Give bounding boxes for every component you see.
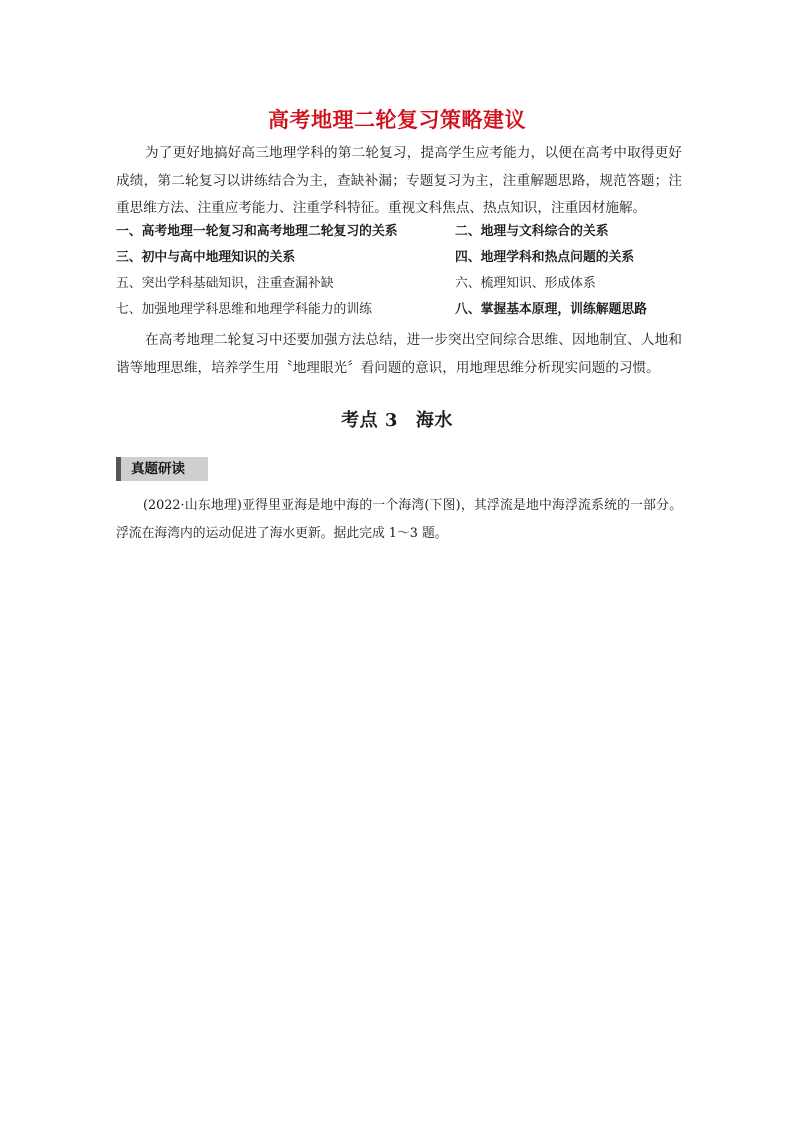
strategy-row [116, 245, 682, 271]
strategy-list [116, 219, 682, 323]
summary-paragraph: 在高考地理二轮复习中还要加强方法总结，进一步突出空间综合思维、因地制宜、人地和谐等地理思维，培养学生用〝地理眼光〞看问题的意识，用地理思维分析现实问题的习惯。 [116, 332, 682, 376]
document-title: 高考地理二轮复习策略建议 [268, 108, 526, 132]
section-label: 考点 3 [341, 410, 398, 431]
section-name: 海水 [415, 410, 453, 431]
strategy-item: 六、梳理知识、形成体系 [455, 276, 596, 291]
question-stem: (2022·山东地理)亚得里亚海是地中海的一个海湾(下图)，其浮流是地中海浮流系统的一部分。浮流在海湾内的运动促进了海水更新。据此完成 1～3 题。 [116, 498, 682, 541]
banner-accent-bar [116, 457, 121, 481]
strategy-row [116, 297, 682, 323]
strategy-item: 四、地理学科和热点问题的关系 [455, 250, 635, 265]
strategy-item: 八、掌握基本原理，训练解题思路 [455, 302, 647, 317]
strategy-item: 一、高考地理一轮复习和高考地理二轮复习的关系 [116, 224, 398, 239]
strategy-item: 五、突出学科基础知识，注重查漏补缺 [116, 276, 334, 291]
strategy-item: 七、加强地理学科思维和地理学科能力的训练 [116, 302, 372, 317]
section-banner [116, 457, 208, 481]
intro-paragraph: 为了更好地搞好高三地理学科的第二轮复习，提高学生应考能力，以便在高考中取得更好成绩，第二轮复习以讲练结合为主，查缺补漏；专题复习为主，注重解题思路，规范答题；注重思维方法、注重应考能力、注重学科特征。重视文科焦点、热点知识，注重因材施解。 [116, 145, 682, 216]
strategy-item: 二、地理与文科综合的关系 [455, 224, 609, 239]
strategy-row [116, 219, 682, 245]
banner-label: 真题研读 [131, 461, 185, 477]
strategy-row [116, 271, 682, 297]
section-heading [0, 406, 794, 432]
strategy-item: 三、初中与高中地理知识的关系 [116, 250, 296, 265]
